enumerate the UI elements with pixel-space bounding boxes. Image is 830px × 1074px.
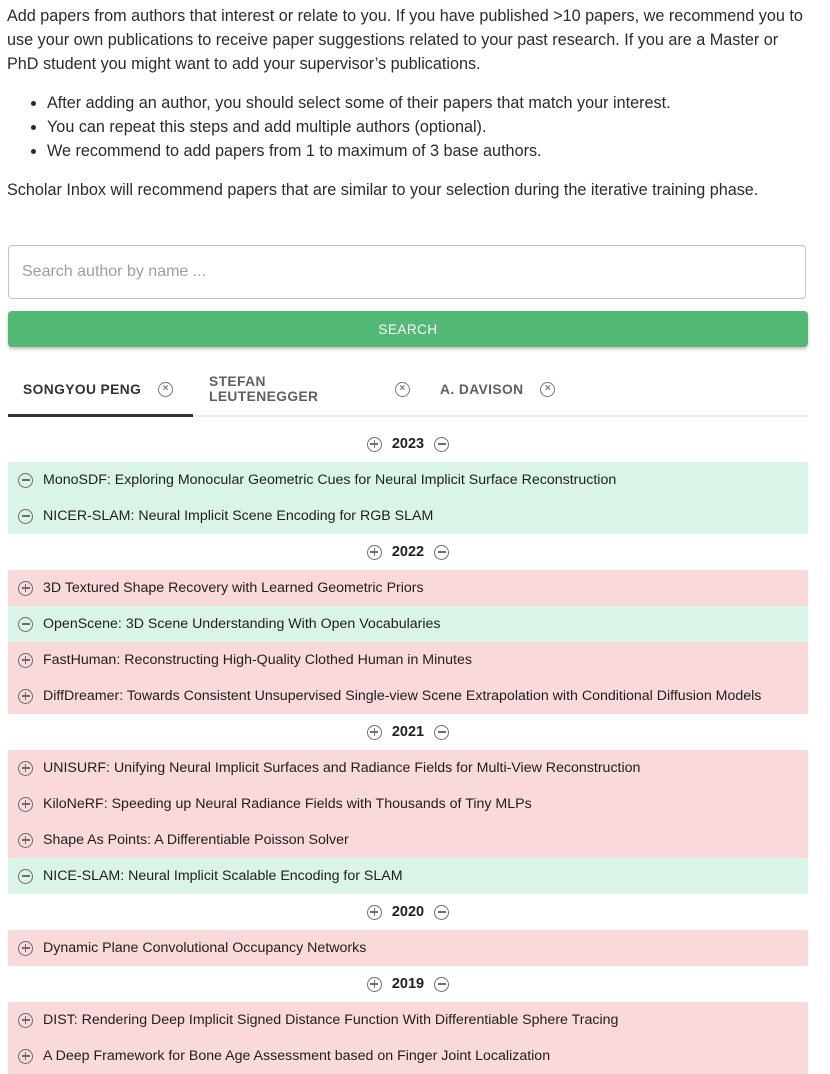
onboarding-content	[7, 0, 808, 1064]
paper-row[interactable]	[8, 930, 808, 966]
paper-row[interactable]	[8, 822, 808, 858]
paper-title: Dynamic Plane Convolutional Occupancy Networks	[43, 940, 367, 956]
paper-title: Shape As Points: A Differentiable Poisson Solver	[43, 832, 349, 848]
tab-author-a-davison[interactable]	[425, 363, 570, 415]
year-label: 2019	[391, 976, 425, 992]
paper-row[interactable]	[8, 786, 808, 822]
author-search-input[interactable]	[9, 246, 782, 298]
year-label: 2022	[391, 544, 425, 560]
close-circle-icon[interactable]: ×	[158, 382, 173, 397]
year-label: 2021	[391, 724, 425, 740]
paper-title: DiffDreamer: Towards Consistent Unsupervised Single-view Scene Extrapolation with Conditional Diffusion Models	[43, 688, 762, 704]
author-search-field[interactable]	[8, 245, 806, 299]
select-all-plus-icon[interactable]	[367, 977, 382, 992]
year-group-header	[8, 966, 808, 1002]
year-label: 2020	[391, 904, 425, 920]
paper-row[interactable]	[8, 1002, 808, 1038]
paper-title: NICER-SLAM: Neural Implicit Scene Encoding for RGB SLAM	[43, 508, 434, 524]
paper-title: FastHuman: Reconstructing High-Quality Clothed Human in Minutes	[43, 652, 472, 668]
remove-minus-icon[interactable]	[18, 617, 33, 632]
paper-row[interactable]	[8, 462, 808, 498]
year-group-header	[8, 714, 808, 750]
add-plus-icon[interactable]	[18, 941, 33, 956]
close-circle-icon[interactable]: ×	[395, 382, 410, 397]
select-all-plus-icon[interactable]	[367, 545, 382, 560]
add-plus-icon[interactable]	[18, 653, 33, 668]
instruction-item: • You can repeat this steps and add multiple authors (optional).	[47, 115, 808, 139]
add-plus-icon[interactable]	[18, 1013, 33, 1028]
remove-minus-icon[interactable]	[18, 473, 33, 488]
paper-title: OpenScene: 3D Scene Understanding With Open Vocabularies	[43, 616, 441, 632]
add-plus-icon[interactable]	[18, 833, 33, 848]
paper-title: UNISURF: Unifying Neural Implicit Surfaces and Radiance Fields for Multi-View Reconstruction	[43, 760, 641, 776]
tab-label: STEFAN LEUTENEGGER	[209, 374, 319, 404]
close-circle-icon[interactable]: ×	[540, 382, 555, 397]
paper-row[interactable]	[8, 498, 808, 534]
select-all-plus-icon[interactable]	[367, 725, 382, 740]
deselect-all-minus-icon[interactable]	[434, 905, 449, 920]
add-plus-icon[interactable]	[18, 761, 33, 776]
year-group-header	[8, 426, 808, 462]
add-plus-icon[interactable]	[18, 689, 33, 704]
paper-list	[8, 426, 808, 1074]
select-all-plus-icon[interactable]	[367, 905, 382, 920]
instruction-item: • We recommend to add papers from 1 to maximum of 3 base authors.	[47, 139, 808, 163]
tab-label: A. DAVISON	[440, 381, 524, 397]
search-button[interactable]: SEARCH	[8, 311, 808, 347]
add-plus-icon[interactable]	[18, 1049, 33, 1064]
author-tabs	[8, 363, 808, 417]
paper-row[interactable]	[8, 642, 808, 678]
paper-title: NICE-SLAM: Neural Implicit Scalable Encoding for SLAM	[43, 868, 403, 884]
tab-author-songyou-peng[interactable]	[8, 363, 193, 415]
add-plus-icon[interactable]	[18, 797, 33, 812]
deselect-all-minus-icon[interactable]	[434, 437, 449, 452]
remove-minus-icon[interactable]	[18, 509, 33, 524]
tab-label: SONGYOU PENG	[23, 381, 142, 397]
tab-author-stefan-leutenegger[interactable]	[193, 363, 425, 415]
add-plus-icon[interactable]	[18, 581, 33, 596]
paper-row[interactable]	[8, 570, 808, 606]
remove-minus-icon[interactable]	[18, 869, 33, 884]
paper-row[interactable]	[8, 858, 808, 894]
paper-row[interactable]	[8, 678, 808, 714]
year-group-header	[8, 534, 808, 570]
paper-title: A Deep Framework for Bone Age Assessment based on Finger Joint Localization	[43, 1048, 551, 1064]
instruction-item: • After adding an author, you should select some of their papers that match your interest.	[47, 91, 808, 115]
deselect-all-minus-icon[interactable]	[434, 977, 449, 992]
intro-paragraph: Add papers from authors that interest or relate to you. If you have published >10 papers, we recommend you to use your own publications to receive paper suggestions related to your past research. If you are a Master or PhD student you might want to add your supervisor’s publications.	[7, 7, 803, 73]
paper-title: MonoSDF: Exploring Monocular Geometric Cues for Neural Implicit Surface Reconstruction	[43, 472, 617, 488]
paper-row[interactable]	[8, 606, 808, 642]
select-all-plus-icon[interactable]	[367, 437, 382, 452]
paper-title: KiloNeRF: Speeding up Neural Radiance Fields with Thousands of Tiny MLPs	[43, 796, 532, 812]
year-label: 2023	[391, 436, 425, 452]
year-group-header	[8, 894, 808, 930]
deselect-all-minus-icon[interactable]	[434, 545, 449, 560]
paper-title: 3D Textured Shape Recovery with Learned Geometric Priors	[43, 580, 424, 596]
paper-row[interactable]	[8, 750, 808, 786]
closing-paragraph: Scholar Inbox will recommend papers that are similar to your selection during the iterative training phase.	[7, 181, 759, 199]
instruction-list	[8, 91, 808, 163]
paper-title: DIST: Rendering Deep Implicit Signed Distance Function With Differentiable Sphere Tracing	[43, 1012, 619, 1028]
deselect-all-minus-icon[interactable]	[434, 725, 449, 740]
paper-row[interactable]	[8, 1038, 808, 1074]
